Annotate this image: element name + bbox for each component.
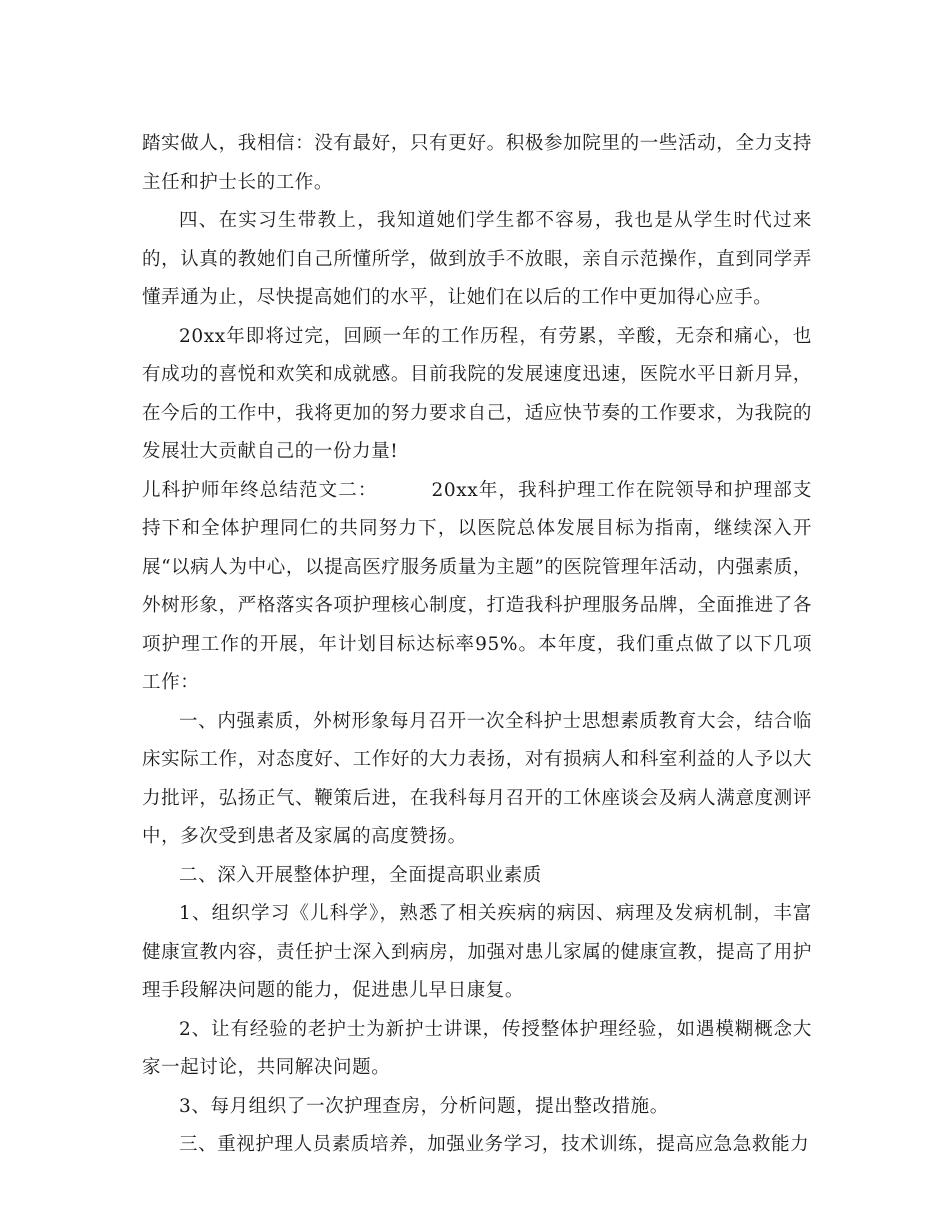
- item-monthly-rounds: 3、每月组织了一次护理查房，分析问题，提出整改措施。: [179, 1095, 669, 1117]
- paragraph-conduct: 踏实做人，我相信：没有最好，只有更好。积极参加院里的一些活动，全力支持主任和护士长的工作。: [142, 133, 812, 193]
- section-heading: 儿科护师年终总结范文二：: [142, 479, 378, 501]
- item-internal-quality: 一、内强素质，外树形象每月召开一次全科护士思想素质教育大会，结合临床实际工作，对态度好、工作好的大力表扬，对有损病人和科室利益的人予以大力批评，弘扬正气、鞭策后进，在我科每月召开的工休座谈会及病人满意度测评中，多次受到患者及家属的高度赞扬。: [142, 710, 812, 847]
- paragraph-intern-teaching: 四、在实习生带教上，我知道她们学生都不容易，我也是从学生时代过来的，认真的教她们自己所懂所学，做到放手不放眼，亲自示范操作，直到同学弄懂弄通为止，尽快提高她们的水平，让她们在以后的工作中更加得心应手。: [142, 210, 812, 308]
- document-body: [142, 125, 812, 1165]
- item-senior-lectures: 2、让有经验的老护士为新护士讲课，传授整体护理经验，如遇模糊概念大家一起讨论，共同解决问题。: [142, 1018, 812, 1078]
- item-holistic-nursing: 二、深入开展整体护理，全面提高职业素质: [179, 864, 542, 886]
- section-two-intro: [142, 472, 812, 703]
- section-intro-text: 20xx年，我科护理工作在院领导和护理部支持下和全体护理同仁的共同努力下，以医院总体发展目标为指南，继续深入开展“以病人为中心，以提高医疗服务质量为主题”的医院管理年活动，内强素质，外树形象，严格落实各项护理核心制度，打造我科护理服务品牌，全面推进了各项护理工作的开展，年计划目标达标率95%。本年度，我们重点做了以下几项工作：: [142, 479, 812, 693]
- item-study-pediatrics: 1、组织学习《儿科学》，熟悉了相关疾病的病因、病理及发病机制，丰富健康宣教内容，责任护士深入到病房，加强对患儿家属的健康宣教，提高了用护理手段解决问题的能力，促进患儿早日康复。: [142, 903, 812, 1001]
- paragraph-year-review: 20xx年即将过完，回顾一年的工作历程，有劳累，辛酸，无奈和痛心，也有成功的喜悦和欢笑和成就感。目前我院的发展速度迅速，医院水平日新月异，在今后的工作中，我将更加的努力要求自己，适应快节奏的工作要求，为我院的发展壮大贡献自己的一份力量!: [142, 325, 812, 462]
- item-staff-training: 三、重视护理人员素质培养，加强业务学习，技术训练，提高应急急救能力: [179, 1134, 810, 1155]
